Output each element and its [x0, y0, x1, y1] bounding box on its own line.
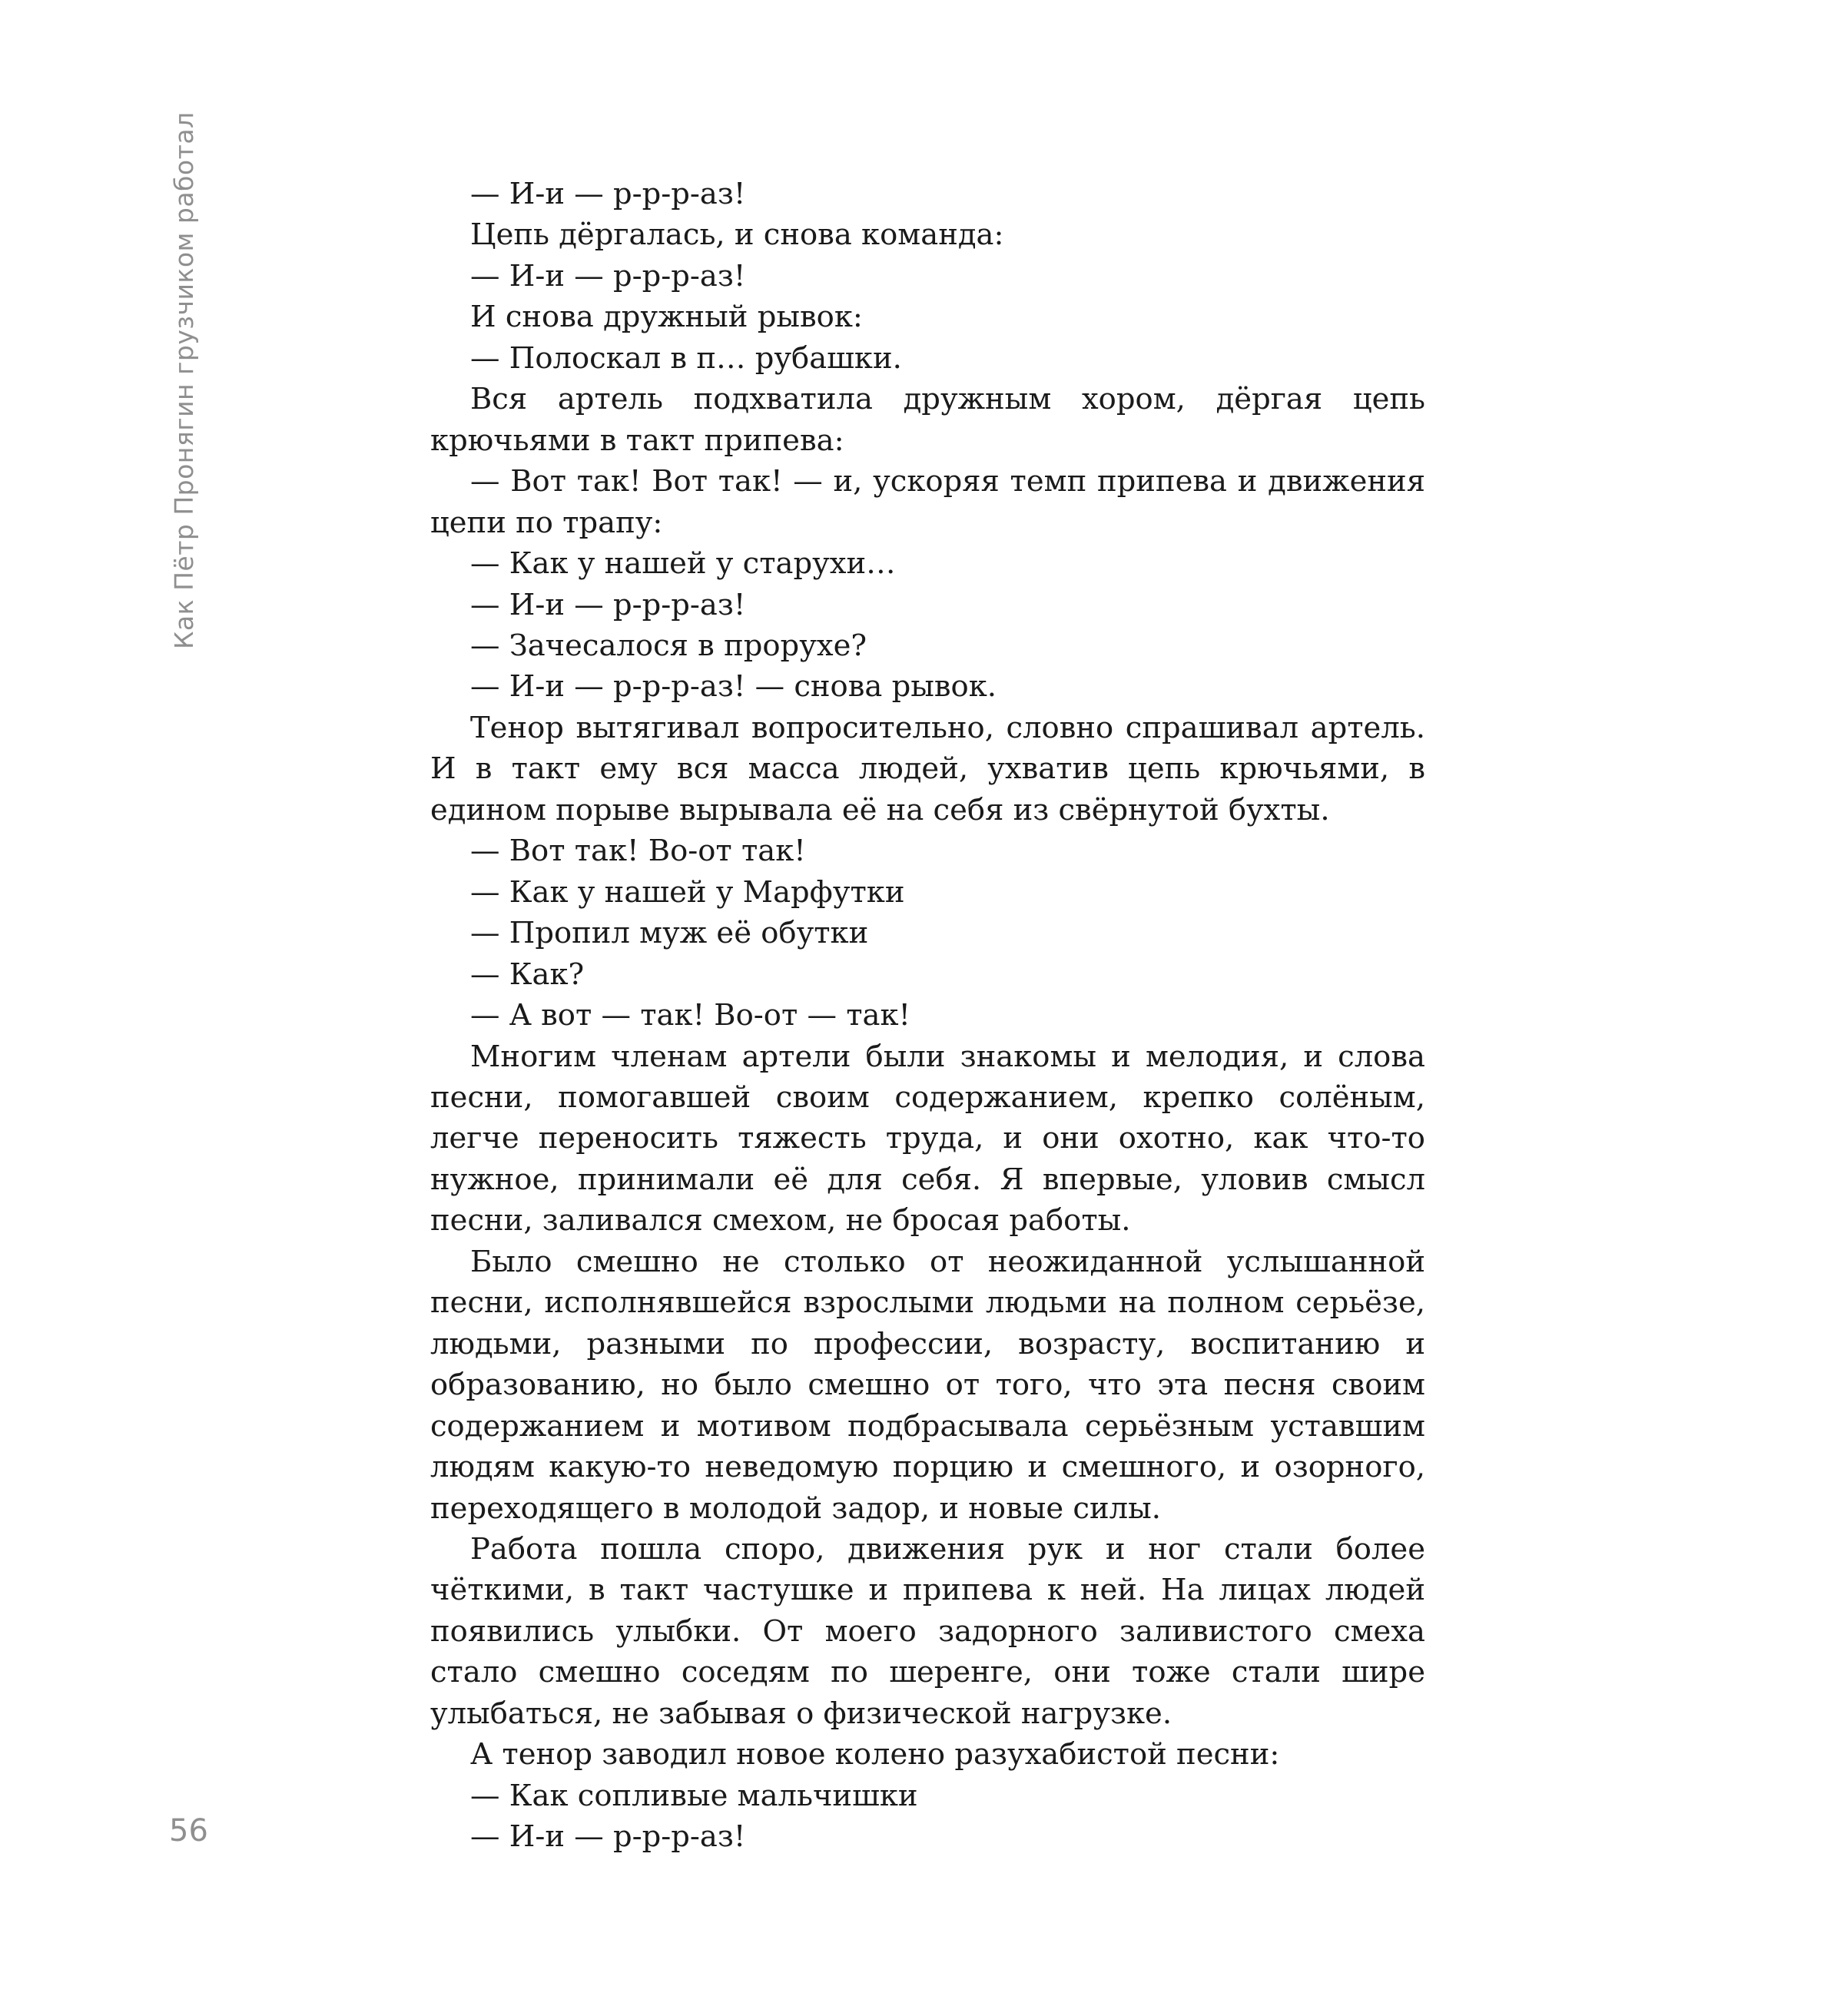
body-text — [430, 174, 1425, 1858]
paragraph: — А вот — так! Во-от — так! — [470, 998, 911, 1033]
paragraph: — Как сопливые мальчишки — [470, 1778, 918, 1813]
paragraph: — Пропил муж её обутки — [470, 916, 869, 951]
paragraph: Было смешно не столько от неожиданной услышанной песни, исполнявшейся взрослыми людьми на полном серьёзе, людьми, разными по профессии, возрасту, воспитанию и образованию, но было смешно от того, что эта песня своим содержанием и мотивом подбрасывала серьёзным уставшим людям какую-то неведомую порцию и смешного, и озорного, переходящего в молодой задор, и новые силы. — [430, 1244, 1425, 1526]
paragraph: — Зачесалося в прорухе? — [470, 628, 867, 663]
paragraph: — Как? — [470, 957, 585, 992]
paragraph: — И-и — р-р-р-аз! — [470, 1819, 746, 1855]
paragraph: Тенор вытягивал вопросительно, словно спрашивал артель. И в такт ему вся масса людей, ухватив цепь крючьями, в едином порыве вырывала её на себя из свёрнутой бухты. — [430, 710, 1425, 827]
paragraph: Вся артель подхватила дружным хором, дёргая цепь крючьями в такт припева: — [430, 382, 1425, 458]
paragraph: — Как у нашей у старухи… — [470, 546, 896, 582]
running-head-text: Как Пётр Пронягин грузчиком работал — [169, 111, 199, 649]
paragraph: И снова дружный рывок: — [470, 300, 863, 335]
paragraph: — Вот так! Вот так! — и, ускоряя темп припева и движения цепи по трапу: — [430, 464, 1425, 540]
page-number: 56 — [169, 1813, 208, 1849]
paragraph: — Как у нашей у Марфутки — [470, 874, 905, 910]
paragraph: А тенор заводил новое колено разухабистой песни: — [470, 1737, 1280, 1772]
paragraph: Многим членам артели были знакомы и мелодия, и слова песни, помогавшей своим содержанием, крепко солёным, легче переносить тяжесть труда, и они охотно, как что-то нужное, принимали её для себя. Я впервые, уловив смысл песни, заливался смехом, не бросая работы. — [430, 1039, 1425, 1238]
paragraph: — И-и — р-р-р-аз! — [470, 258, 746, 293]
paragraph: — И-и — р-р-р-аз! — [470, 587, 746, 622]
paragraph: Работа пошла споро, движения рук и ног стали более чёткими, в такт частушке и припева к ней. На лицах людей появились улыбки. От моего задорного заливистого смеха стало смешно соседям по шеренге, они тоже стали шире улыбаться, не забывая о физической нагрузке. — [430, 1531, 1425, 1731]
running-head — [169, 111, 199, 650]
paragraph: — И-и — р-р-р-аз! — снова рывок. — [470, 669, 997, 705]
paragraph: — Полоскал в п… рубашки. — [470, 340, 902, 376]
paragraph: — И-и — р-р-р-аз! — [470, 177, 746, 211]
paragraph: — Вот так! Во-от так! — [470, 834, 806, 869]
paragraph: Цепь дёргалась, и снова команда: — [470, 217, 1004, 253]
